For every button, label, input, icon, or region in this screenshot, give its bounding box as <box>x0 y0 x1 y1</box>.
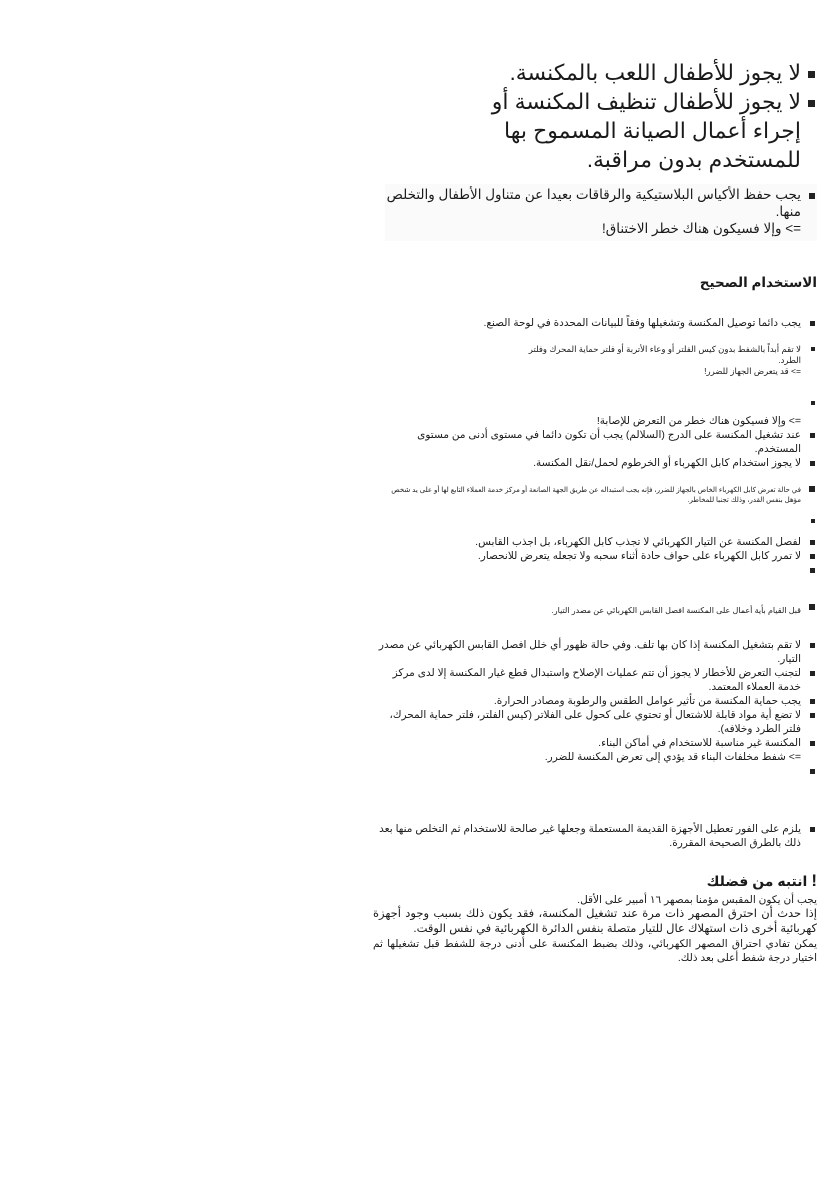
proper-use-item <box>801 398 817 408</box>
attention-paragraph: إذا حدث أن احترق المصهر ذات مرة عند تشغيل المكنسة، فقد يكون ذلك بسبب وجود أجهزة كهربائية أخرى ذات استهلاك عال للتيار متصلة بنفس الدائرة الكهربائية في نفس الوقت. <box>373 908 817 935</box>
children-warnings <box>487 58 817 174</box>
proper-use-item <box>517 604 817 618</box>
suffocation-warning: => وإلا فسيكون هناك خطر الاختناق! <box>602 221 801 236</box>
list-item: في حالة تعرض كابل الكهرباء الخاص بالجهاز للضرر، فإنه يجب استبداله عن طريق الجهة الصانعة أو مركز خدمة العملاء التابع لها أو على يد شخص مؤهل بنفس القدر، وذلك تجنبا للمخاطر. <box>375 486 817 506</box>
list-item-empty <box>377 764 817 780</box>
list-item-empty <box>377 563 817 577</box>
bags-text: يجب حفظ الأكياس البلاستيكية والرقاقات بعيدا عن متناول الأطفال والتخلص منها. <box>386 187 801 219</box>
bags-warning <box>385 184 817 241</box>
list-item: يجب حماية المكنسة من تأثير عوامل الطقس والرطوبة ومصادر الحرارة. <box>377 694 817 708</box>
list-item-empty <box>801 398 817 408</box>
attention-heading <box>373 871 817 891</box>
list-item: لا تضع أية مواد قابلة للاشتعال أو تحتوي على كحول على الفلاتر (كيس الفلتر، فلتر حماية المحرك، فلتر الطرد وخلافه). <box>377 708 817 736</box>
list-item: يجب دائما توصيل المكنسة وتشغيلها وفقاً للبيانات المحددة في لوحة الصنع. <box>417 316 817 330</box>
item-note: => قد يتعرض الجهاز للضرر! <box>704 366 801 376</box>
list-item: لا يجوز استخدام كابل الكهرباء أو الخرطوم لحمل/نقل المكنسة. <box>387 456 817 470</box>
list-item: عند تشغيل المكنسة على الدرج (السلالم) يجب أن تكون دائما في مستوى أدنى من مستوى المستخدم. <box>387 428 817 456</box>
proper-use-item <box>375 486 817 506</box>
item-text: لا تقم أبداً بالشفط بدون كيس الفلتر أو وعاء الأتربة أو فلتر حماية المحرك وفلتر الطرد. <box>528 344 801 365</box>
item-note: => شفط مخلفات البناء قد يؤدي إلى تعرض المكنسة للضرر. <box>544 751 801 763</box>
proper-use-item <box>417 316 817 330</box>
attention-paragraph: يجب أن يكون المقبس مؤمنا بمصهر ١٦ أمبير على الأقل. <box>577 894 817 906</box>
list-item <box>385 186 817 237</box>
list-item: يلزم على الفور تعطيل الأجهزة القديمة المستعملة وجعلها غير صالحة للاستخدام ثم التخلص منها بعد ذلك بالطرق الصحيحة المقررة. <box>377 822 817 850</box>
proper-use-item <box>377 535 817 577</box>
list-item: لا تقم بتشغيل المكنسة إذا كان بها تلف. وفي حالة ظهور أي خلل افصل القابس الكهربائي عن مصدر التيار. <box>377 638 817 666</box>
attention-box <box>373 871 817 965</box>
list-item: قبل القيام بأية أعمال على المكنسة افصل القابس الكهربائي عن مصدر التيار. <box>517 604 817 618</box>
proper-use-section <box>700 275 817 291</box>
list-item: لفصل المكنسة عن التيار الكهربائي لا تجذب كابل الكهرباء، بل اجذب القابس. <box>377 535 817 549</box>
attention-title: انتبه من فضلك <box>706 873 808 889</box>
item-text: المكنسة غير مناسبة للاستخدام في أماكن البناء. <box>598 737 801 749</box>
list-item-empty <box>801 516 817 526</box>
list-item: لا يجوز للأطفال تنظيف المكنسة أو إجراء أعمال الصيانة المسموح بها للمستخدم بدون مراقبة. <box>487 87 817 174</box>
list-item: لتجنب التعرض للأخطار لا يجوز أن تتم عمليات الإصلاح واستبدال قطع غيار المكنسة إلا لدى مركز خدمة العملاء المعتمد. <box>377 666 817 694</box>
attention-paragraph: يمكن تفادي احتراق المصهر الكهربائي، وذلك بضبط المكنسة على أدنى درجة للشفط قبل تشغيلها ثم اختيار درجة شفط أعلى بعد ذلك. <box>373 938 817 964</box>
proper-use-item <box>377 822 817 850</box>
item-note: => وإلا فسيكون هناك خطر من التعرض للإصابة! <box>596 415 801 427</box>
list-item <box>517 344 817 377</box>
proper-use-item <box>801 516 817 526</box>
proper-use-item <box>387 414 817 470</box>
proper-use-item <box>377 638 817 780</box>
proper-use-item <box>517 344 817 377</box>
list-item: لا يجوز للأطفال اللعب بالمكنسة. <box>487 58 817 87</box>
exclamation-icon: ! <box>811 871 817 890</box>
list-item <box>377 736 817 764</box>
section-heading: الاستخدام الصحيح <box>699 275 817 290</box>
list-item: لا تمرر كابل الكهرباء على حواف حادة أثناء سحبه ولا تجعله يتعرض للانحصار. <box>377 549 817 563</box>
